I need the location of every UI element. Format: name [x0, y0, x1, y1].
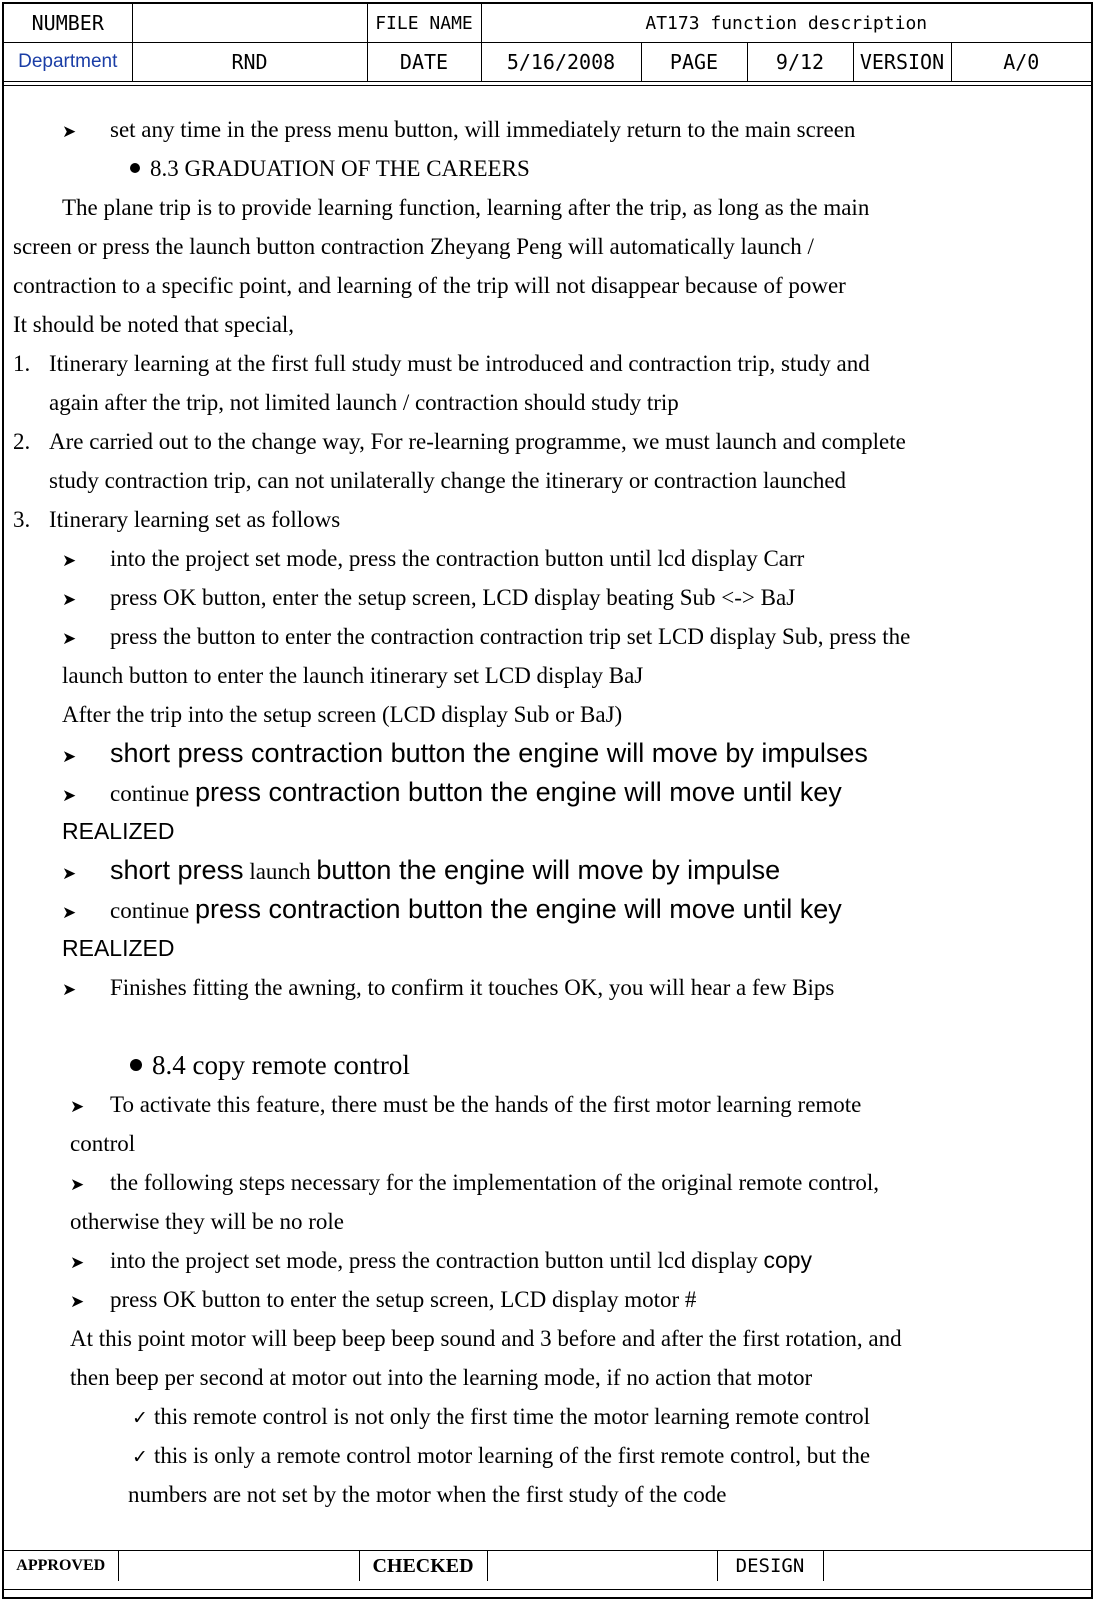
text-line: again after the trip, not limited launch / contraction should study trip: [49, 390, 679, 415]
text-line: ➤ press OK button to enter the setup screen, LCD display motor #: [70, 1280, 696, 1322]
checkmark-icon: ✓: [132, 1446, 148, 1468]
text-line: After the trip into the setup screen (LCD display Sub or BaJ): [62, 702, 623, 727]
arrowhead-bullet-icon: ➤: [70, 1292, 85, 1312]
text-line: contraction to a specific point, and learning of the trip will not disappear because of power: [13, 273, 846, 298]
number-label: NUMBER: [4, 4, 132, 43]
text-line: ➤ continue press contraction button the engine will move until key: [62, 890, 842, 933]
text-line: ➤ continue press contraction button the engine will move until key: [62, 773, 842, 816]
file-name-label: FILE NAME: [367, 4, 481, 43]
text-line: ➤ To activate this feature, there must be the hands of the first motor learning remote: [70, 1085, 861, 1127]
approved-label: APPROVED: [4, 1551, 118, 1582]
text-line: ➤ press OK button, enter the setup screen, LCD display beating Sub <-> BaJ: [62, 578, 795, 620]
list-item: 3. Itinerary learning set as follows: [13, 507, 341, 532]
text-line: ➤ press the button to enter the contraction contraction trip set LCD display Sub, press the: [62, 617, 910, 659]
text-line: launch button to enter the launch itinerary set LCD display BaJ: [62, 663, 644, 688]
version-label: VERSION: [853, 43, 951, 82]
arrowhead-bullet-icon: ➤: [62, 980, 77, 1000]
page-value: 9/12: [747, 43, 853, 82]
text-line: ➤ short press contraction button the engine will move by impulses: [62, 734, 868, 777]
arrowhead-bullet-icon: ➤: [70, 1253, 85, 1273]
arrowhead-bullet-icon: ➤: [62, 551, 77, 571]
arrowhead-bullet-icon: ➤: [70, 1175, 85, 1195]
arrowhead-bullet-icon: ➤: [62, 747, 77, 767]
arrowhead-bullet-icon: ➤: [62, 122, 77, 142]
filled-circle-bullet-icon: [130, 1059, 142, 1071]
list-item: 1. Itinerary learning at the first full study must be introduced and contraction trip, study and: [13, 351, 870, 376]
header-table: [4, 4, 1091, 82]
department-label: Department: [4, 43, 132, 82]
document-page: [2, 2, 1093, 1599]
number-value: [132, 4, 367, 43]
filled-circle-bullet-icon: [130, 163, 140, 173]
text-line: study contraction trip, can not unilaterally change the itinerary or contraction launched: [49, 468, 847, 493]
date-label: DATE: [367, 43, 481, 82]
text-line: then beep per second at motor out into the learning mode, if no action that motor: [70, 1365, 813, 1390]
section-heading-8-3: 8.3 GRADUATION OF THE CAREERS: [130, 149, 530, 188]
checked-value: [487, 1551, 717, 1582]
list-item: 2. Are carried out to the change way, For re-learning programme, we must launch and complete: [13, 429, 906, 454]
department-value: RND: [132, 43, 367, 82]
text-line: ✓ this is only a remote control motor learning of the first remote control, but the: [132, 1436, 870, 1477]
section-heading-8-4: 8.4 copy remote control: [130, 1046, 410, 1085]
text-line: At this point motor will beep beep beep sound and 3 before and after the first rotation, and: [70, 1326, 902, 1351]
footer-divider: [4, 1589, 1091, 1590]
arrowhead-bullet-icon: ➤: [62, 590, 77, 610]
text-line: The plane trip is to provide learning function, learning after the trip, as long as the main: [62, 195, 870, 220]
text-line: ➤ the following steps necessary for the implementation of the original remote control,: [70, 1163, 879, 1205]
arrowhead-bullet-icon: ➤: [62, 629, 77, 649]
arrowhead-bullet-icon: ➤: [62, 903, 77, 923]
page-label: PAGE: [641, 43, 747, 82]
arrowhead-bullet-icon: ➤: [62, 786, 77, 806]
file-name-value: AT173 function description: [481, 4, 1091, 43]
footer-table: [4, 1550, 1091, 1581]
approved-value: [118, 1551, 359, 1582]
text-line: ✓ this remote control is not only the first time the motor learning remote control: [132, 1397, 870, 1438]
text-line: REALIZED: [62, 818, 175, 844]
text-line: It should be noted that special,: [13, 312, 295, 337]
design-value: [823, 1551, 1091, 1582]
header-divider: [4, 85, 1091, 86]
text-line: ➤ set any time in the press menu button, will immediately return to the main screen: [62, 110, 855, 152]
text-line: control: [70, 1131, 136, 1156]
date-value: 5/16/2008: [481, 43, 641, 82]
text-line: ➤ into the project set mode, press the contraction button until lcd display copy: [70, 1241, 812, 1283]
arrowhead-bullet-icon: ➤: [70, 1097, 85, 1117]
checkmark-icon: ✓: [132, 1407, 148, 1429]
version-value: A/0: [951, 43, 1091, 82]
design-label: DESIGN: [717, 1551, 823, 1582]
text-line: ➤ Finishes fitting the awning, to confirm it touches OK, you will hear a few Bips: [62, 968, 834, 1010]
text-line: numbers are not set by the motor when the first study of the code: [128, 1482, 727, 1507]
text-line: otherwise they will be no role: [70, 1209, 345, 1234]
text-line: REALIZED: [62, 935, 175, 961]
text-line: screen or press the launch button contraction Zheyang Peng will automatically launch /: [13, 234, 814, 259]
arrowhead-bullet-icon: ➤: [62, 864, 77, 884]
checked-label: CHECKED: [359, 1551, 487, 1582]
text-line: ➤ into the project set mode, press the contraction button until lcd display Carr: [62, 539, 804, 581]
text-line: ➤ short press launch button the engine will move by impulse: [62, 851, 780, 894]
